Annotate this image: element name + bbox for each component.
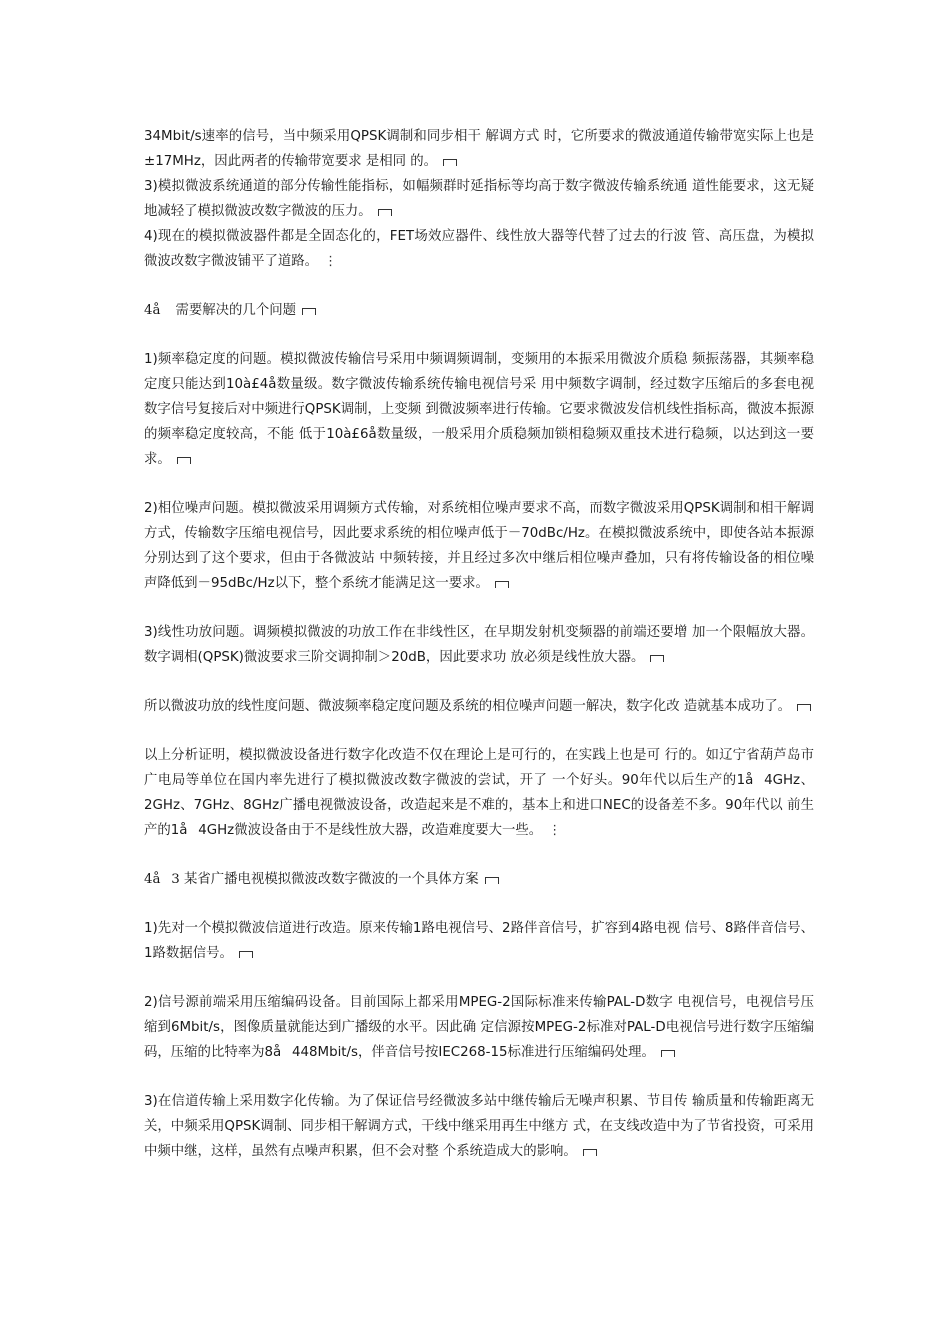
paragraph [144,496,814,596]
paragraph-mark-icon [650,655,664,662]
paragraph-mark-icon [485,877,499,884]
paragraph [144,694,814,719]
paragraph-text: 1)先对一个模拟微波信道进行改造。原来传输1路电视信号、2路伴音信号，扩容到4路电视 信号、8路伴音信号、1路数据信号。 [144,921,814,961]
paragraph-mark-icon [443,159,457,166]
paragraph-text: 所以微波功放的线性度问题、微波频率稳定度问题及系统的相位噪声问题一解决，数字化改 造就基本成功了。 [144,699,792,714]
paragraph-mark-icon [177,457,191,464]
paragraph-gap [144,596,814,620]
section-heading [144,867,814,892]
paragraph-gap [144,843,814,867]
paragraph-text: 以上分析证明，模拟微波设备进行数字化改造不仅在理论上是可行的，在实践上也是可 行的。如辽宁省葫芦岛市广电局等单位在国内率先进行了模拟微波改数字微波的尝试，开了 一个好头。90年代以后生产的1å4GHz、2GHz、7GHz、8GHz广播电视微波设备，改造起来是不难的，基本上和进口NEC的设备差不多。90年代以 前生产的1å4GHz微波设备由于不是线性放大器，改造难度要大一些。 [144,748,814,838]
ellipsis-icon: ⋮ [548,823,562,838]
paragraph-gap [144,323,814,347]
paragraph [144,990,814,1065]
paragraph [144,1089,814,1164]
paragraph-text: 2)信号源前端采用压缩编码设备。目前国际上都采用MPEG-2国际标准来传输PAL-D数字 电视信号，电视信号压缩到6Mbit/s，图像质量就能达到广播级的水平。因此确 定信源按MPEG-2标准对PAL-D电视信号进行数字压缩编码，压缩的比特率为8å448Mbit/s，伴音信号按IEC268-15标准进行压缩编码处理。 [144,995,814,1060]
paragraph [144,743,814,843]
paragraph-gap [144,274,814,298]
paragraph [144,620,814,670]
paragraph-gap [144,472,814,496]
paragraph-gap [144,966,814,990]
paragraph-text: 4)现在的模拟微波器件都是全固态化的，FET场效应器件、线性放大器等代替了过去的行波 管、高压盘，为模拟微波改数字微波铺平了道路。 [144,229,814,269]
paragraph-mark-icon [797,704,811,711]
paragraph-text: 4å3 某省广播电视模拟微波改数字微波的一个具体方案 [144,872,479,887]
paragraph-mark-icon [661,1050,675,1057]
paragraph-gap [144,892,814,916]
paragraph-text: 1)频率稳定度的问题。模拟微波传输信号采用中频调频调制，变频用的本振采用微波介质稳 频振荡器，其频率稳定度只能达到10à£4å数量级。数字微波传输系统传输电视信号采 用中频数字调制，经过数字压缩后的多套电视数字信号复接后对中频进行QPSK调制，上变频 到微波频率进行传输。它要求微波发信机线性指标高，微波本振源的频率稳定度较高，不能 低于10à£6å数量级，一般采用介质稳频加锁相稳频双重技术进行稳频，以达到这一要 求。 [144,352,814,467]
paragraph-text: 4å 需要解决的几个问题 [144,303,296,318]
paragraph-text: 2)相位噪声问题。模拟微波采用调频方式传输，对系统相位噪声要求不高，而数字微波采用QPSK调制和相干解调方式，传输数字压缩电视信号，因此要求系统的相位噪声低于－70dBc/Hz。在模拟微波系统中，即使各站本振源分别达到了这个要求，但由于各微波站 中频转接，并且经过多次中继后相位噪声叠加，只有将传输设备的相位噪声降低到－95dBc/Hz以下，整个系统才能满足这一要求。 [144,501,814,591]
paragraph-mark-icon [239,951,253,958]
paragraph-gap [144,719,814,743]
section-heading [144,298,814,323]
paragraph [144,916,814,966]
paragraph-mark-icon [583,1149,597,1156]
document-body [144,124,814,1164]
paragraph-text: 34Mbit/s速率的信号，当中频采用QPSK调制和同步相干 解调方式 时，它所要求的微波通道传输带宽实际上也是±17MHz，因此两者的传输带宽要求 是相同 的。 [144,129,814,169]
paragraph-gap [144,670,814,694]
paragraph-mark-icon [495,581,509,588]
paragraph [144,224,814,274]
paragraph-mark-icon [378,209,392,216]
paragraph [144,347,814,472]
paragraph-text: 3)线性功放问题。调频模拟微波的功放工作在非线性区，在早期发射机变频器的前端还要增 加一个限幅放大器。数字调相(QPSK)微波要求三阶交调抑制＞20dB，因此要求功 放必须是线性放大器。 [144,625,814,665]
paragraph-text: 3)模拟微波系统通道的部分传输性能指标，如幅频群时延指标等均高于数字微波传输系统通 道性能要求，这无疑地减轻了模拟微波改数字微波的压力。 [144,179,814,219]
ellipsis-icon: ⋮ [324,254,338,269]
paragraph [144,174,814,224]
paragraph-text: 3)在信道传输上采用数字化传输。为了保证信号经微波多站中继传输后无噪声积累、节目传 输质量和传输距离无关，中频采用QPSK调制、同步相干解调方式，干线中继采用再生中继方 式，在支线改造中为了节省投资，可采用中频中继，这样，虽然有点噪声积累，但不会对整 个系统造成大的影响。 [144,1094,814,1159]
paragraph-gap [144,1065,814,1089]
paragraph-mark-icon [302,308,316,315]
paragraph [144,124,814,174]
